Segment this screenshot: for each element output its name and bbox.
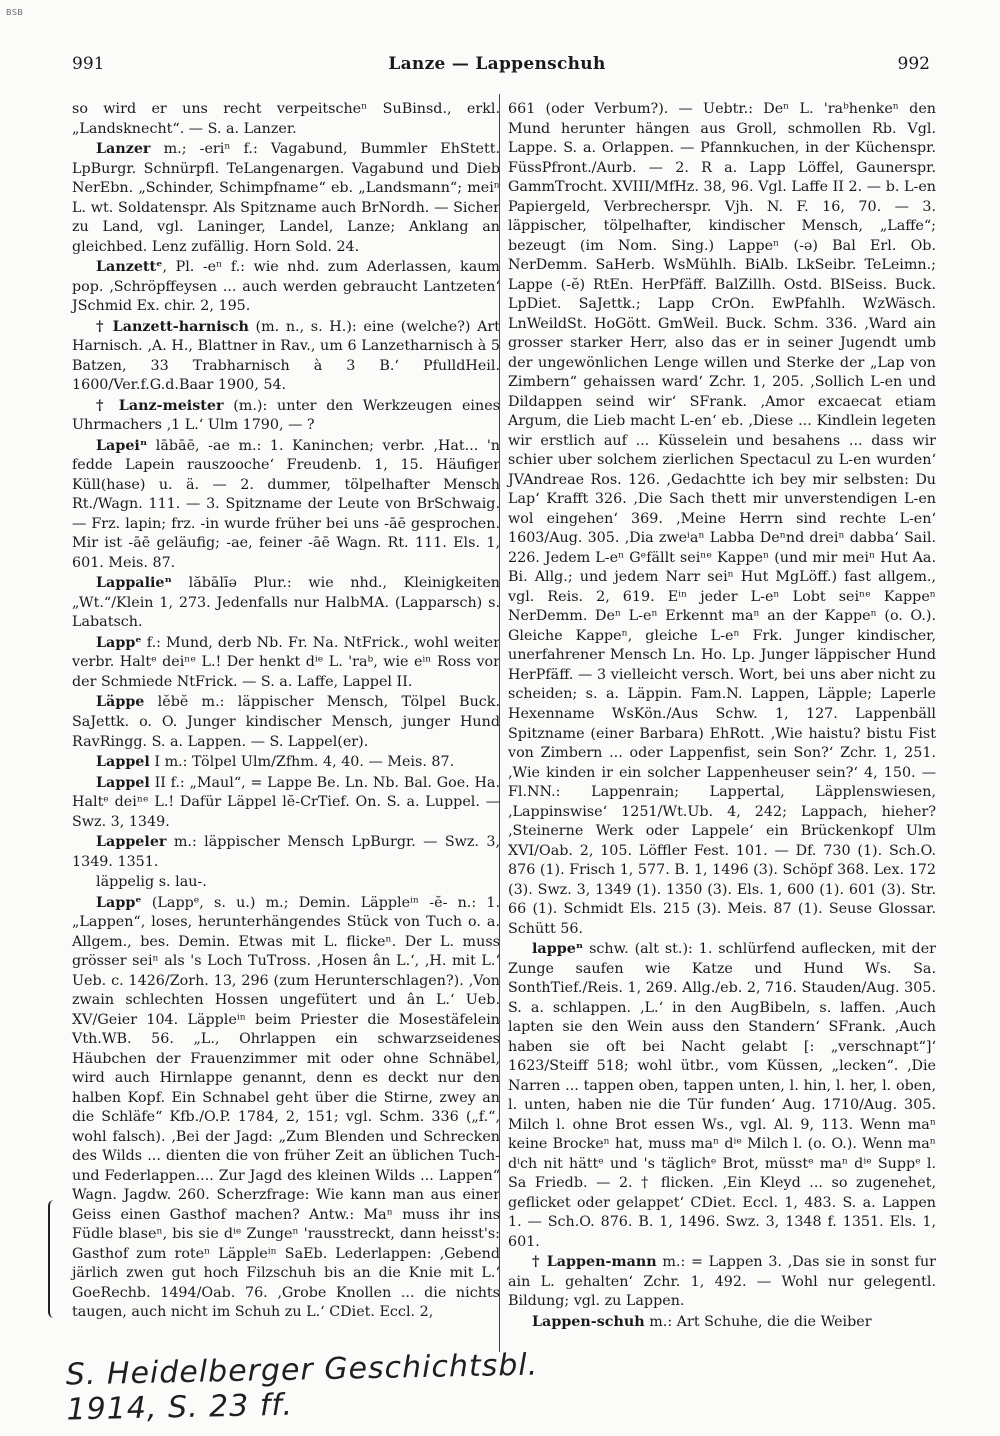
entry-text: , Pl. -eⁿ f.: wie nhd. zum Aderlassen, kaum pop. ‚Schröpffeysen ... auch werden gebraucht Lantzeten‘ JSchmid Ex. chir. 2, 195. [72,259,500,315]
entry-headword: Lappeler [96,834,167,851]
entry-text: m.: Art Schuhe, die die Weiber [644,1313,872,1330]
entry-text: läppelig s. lau-. [96,874,207,891]
entry-text: II f.: „Maul“, = Lappe Be. Ln. Nb. Bal. Goe. Ha. Haltᵉ deiⁿᵉ L.! Dafür Läppel lĕ-CrTief. On. S. a. Luppel. — Swz. 3, 1349. [72,774,500,830]
page-header [64,54,930,82]
entry-headword: Lappᵉ [96,634,142,651]
entry-text: m.: = Lappen 3. ‚Das sie in sonst fur ain L. gehalten‘ Zchr. 1, 492. — Wohl nur gelegentl. Bildung; vgl. zu Lappen. [508,1254,936,1310]
library-stamp: BSB [6,8,24,17]
margin-bracket-mark [48,1200,62,1318]
entry-text: m.: läppischer Mensch LpBurgr. — Swz. 3, 1349. 1351. [72,834,500,870]
dictionary-entry [72,833,500,872]
entry-text: m.; -eriⁿ f.: Vagabund, Bummler EhStett. LpBurgr. Schnürpfl. TeLangenargen. Vagabund und Dieb NerEbn. „Schinder, Schimpfname“ eb. „Landsmann“; meiⁿ L. wt. Soldatenspr. Als Spitzname auch BrNordh. — Sicher zu Land, vgl. Laninger, Landel, Lanze; Anklang an gleichbed. Lenz zufällig. Horn Sold. 24. [72,141,500,255]
dictionary-entry [508,100,936,939]
entry-text: lābāē, -ae m.: 1. Kaninchen; verbr. ‚Hat... 'n fedde Lapein rauszooche‘ Freudenb. 1, 15. Häufiger Küll(hase) u. ä. — 2. dummer, tölpelhafter Mensch Rt./Wagn. 111. — 3. Spitzname der Leute von BrSchwaig. — Frz. lapin; frz. -in wurde früher bei uns -āē gesprochen. Mir ist -āē geläufig; -ae, feiner -āē Wagn. Rt. 111. Els. 1, 601. Meis. 87. [72,437,500,571]
dictionary-entry [72,318,500,396]
dictionary-entry [72,437,500,574]
dictionary-entry [72,873,500,893]
entry-headword: lappeⁿ [532,941,584,958]
dictionary-entry [72,574,500,633]
entry-headword: Lappel [96,774,150,791]
dictionary-entry [508,940,936,1252]
entry-headword: Lanzer [96,141,151,158]
entry-headword: Lappen-schuh [532,1313,645,1330]
entry-headword: † Lanzett-harnisch [96,318,249,335]
entry-text: lăbālīə Plur.: wie nhd., Kleinigkeiten „Wt.“/Klein 1, 273. Jedenfalls nur HalbMA. (Lapparsch) s. Labatsch. [72,575,500,631]
entry-headword: Lanzettᵉ [96,259,163,276]
entry-headword: Lappel [96,754,150,771]
page-title: Lanze — Lappenschuh [388,54,606,74]
dictionary-entry [508,1313,936,1333]
entry-headword: † Lanz-meister [96,397,224,414]
entry-text: (m. n., s. H.): eine (welche?) Art Harnisch. ‚A. H., Blattner in Rav., um 6 Lanzetharnisch à 5 Batzen, 33 Trabharnisch à 3 B.‘ PfulldHeil. 1600/Ver.f.G.d.Baar 1900, 54. [72,318,501,394]
page-number-left: 991 [72,54,105,74]
entry-headword: Läppe [96,694,145,711]
entry-text: (Lappᵉ, s. u.) m.; Demin. Läppleⁱⁿ -ĕ- n.: 1. „Lappen“, loses, herunterhängendes Stück von Tuch o. a. Allgem., bes. Demin. Etwas mit L. flickeⁿ. Der L. muss grösser seiⁿ als 's Loch TuTross. ‚Hosen ân L.‘, ‚H. mit L.‘ Ueb. c. 1426/Zorh. 13, 296 (zum Herunterschlagen?). ‚Von zwain schlechten Hossen ungefütert und ân L.‘ Ueb. XV/Geier 104. Läppleⁱⁿ beim Priester die Mosestäfelein Vth.WB. 56. „L., Ohrlappen ein schwarzseidenes Häubchen der Frauenzimmer mit oder ohne Schnäbel, wird auch Hirnlappe genannt, denn es deckt nur den halben Kopf. Ein Schnabel geht über die Stirne, zwey an die Schläfe“ Kfb./O.P. 1784, 2, 151; vgl. Schm. 336 („f.“, wohl falsch). ‚Bei der Jagd: „Zum Blenden und Schrecken des Wilds ... dienten die von früher Zeit an üblichen Tuch- und Federlappen.... Zur Jagd des kleinen Wilds ... Lappen“ Wagn. Jagdw. 260. Scherzfrage: Wie kann man aus einer Geiss einen Gasthof machen? Antw.: Maⁿ muss ihr ins Füdle blaseⁿ, bis sie dⁱᵉ Zungeⁿ 'rausstreckt, dann heisst's: Gasthof zum roteⁿ Läppleⁱⁿ SaEb. Lederlappen: ‚Gebend järlich zwen gut hoch Filzschuh bis an die Knie mit L.‘ GoeRechb. 1494/Oab. 76. ‚Grobe Knollen ... die nichts taugen, auch nicht im Schuh zu L.‘ CDiet. Eccl. 2, [72,894,500,1321]
page-number-right: 992 [897,54,930,74]
entry-text: 661 (oder Verbum?). — Uebtr.: Deⁿ L. 'raᵇhenkeⁿ den Mund herunter hängen aus Groll, schmollen Rb. Vgl. Lappe. S. a. Orlappen. — Pfannkuchen, in der Küchenspr. FüssPfront./Aurb. — 2. R a. Lapp Löffel, Gaunerspr. GammTrocht. XVIII/MfHz. 38, 96. Vgl. Laffe II 2. — b. L-en Papiergeld, Verbrecherspr. Vjh. N. F. 16, 70. — 3. läppischer, tölpelhafter, kindischer Mensch, „Laffe“; bezeugt (im Nom. Sing.) Lappeⁿ (-ə) Bal Erl. Ob. NerDemm. SaHerb. WsMühlh. BiAlb. LkSeibr. TeLeimn.; Lappe (-ĕ) RtEn. HerPfäff. BalZillh. Ostd. BlSeiss. Buck. LpDiet. SaJettk.; Lapp CrOn. EwPfahlh. WzWäsch. LnWeildSt. HoGött. GmWeil. Buck. Schm. 336. ‚Ward ain grosser starker Herr, also das er in seiner Jugendt umb der ungewönlichen Lenge willen und Sterke der „Lap von Zimbern“ gehaissen ward‘ Zchr. 1, 205. ‚Sollich L-en und Dildappen seind wir‘ SFrank. ‚Amor excaecat etiam Argum, die Lieb macht L-en‘ eb. ‚Diese ... Kindlein legeten wir erstlich auf ... Küsselein und besahens ... dass wir schier uber solchem zierlichen Spectacul zu L-en wurden‘ JVAndreae Ros. 126. ‚Gedachtte ich bey mir selbsten: Du Lap‘ Krafft 326. ‚Die Sach thett mir unverstendigen L-en wol eingehen‘ 369. ‚Meine Herrn sind rechte L-en‘ 1603/Aug. 305. ‚Dia zweⁱaⁿ Labba Deⁿnd dreiⁿ dabba‘ Sail. 226. Jedem L-eⁿ Gᵉfällt seiⁿᵉ Kappeⁿ (und mir meiⁿ Hut Aa. Bi. Allg.; und jedem Narr seiⁿ Hut MgLöff.) fast allgem., vgl. Reis. 2, 619. Eⁱⁿ jeder L-eⁿ Lobt seiⁿᵉ Kappeⁿ NerDemm. Deⁿ L-eⁿ Erkennt maⁿ an der Kappeⁿ (o. O.). Gleiche Kappeⁿ, gleiche L-eⁿ Frk. Junger kindischer, unerfahrener Mensch Ln. Ho. Lp. Junger läppischer Hund HerPfäff. — 3 vielleicht versch. Wort, bei uns aber nicht zu scheiden; s. a. Läppin. Fam.N. Lappen, Läpple; Laperle Hexenname WsKön./Aus Schw. 1, 127. Lappenbäll Spitzname (einer Barbara) EhRott. ‚Wie haistu? bistu Fist von Zimbern ... oder Lappenfist, sein Son?‘ Zchr. 1, 251. ‚Wie kinden ir ein solcher Lappenheuser sein?‘ 4, 150. — Fl.NN.: Lappenrain; Lappertal, Läpplenswiesen, ‚Lappinswise‘ 1251/Wt.Ub. 4, 242; Lappach, hieher? ‚Steinerne Werk oder Lappele‘ ein Brückenkopf Ulm XVI/Oab. 2, 105. Löffler Fest. 101. — Df. 730 (1). Sch.O. 876 (1). Frisch 1, 577. B. 1, 1496 (3). Schöpf 368. Lex. 172 (3). Swz. 3, 1349 (1). 1350 (3). Els. 1, 600 (1). 601 (3). Str. 66 (1). Schmidt Els. 215 (3). Meis. 87 (1). Seuse Glossar. Schütt 56. [508,101,936,937]
entry-headword: Lappᵉ [96,894,142,911]
entry-text: lĕbĕ m.: läppischer Mensch, Tölpel Buck. SaJettk. o. O. Junger kindischer Mensch, junger Hund RavRingg. S. a. Lappen. — S. Lappel(er). [72,694,500,750]
entry-text: schw. (alt st.): 1. schlürfend auflecken, mit der Zunge saufen wie Katze und Hund Ws. Sa. SonthTief./Reis. 1, 269. Allg./eb. 2, 716. Stauden/Aug. 305. S. a. schlappen. ‚L.‘ in den AugBibeln, s. laffen. ‚Auch lapten sie den Wein auss den Standern‘ SFrank. ‚Auch haben sie oft bei Nacht gelabt [: „verschnapt“]‘ 1623/Steiff 518; wohl ütbr., vom Küssen, „lecken“. ‚Die Narren ... tappen oben, tappen unten, l. hin, l. her, l. oben, l. unten, haben nie die Tür funden‘ Aug. 1710/Aug. 305. Milch l. ohne Brot essen Ws., vgl. Al. 9, 113. Wenn maⁿ keine Brockeⁿ hat, muss maⁿ dⁱᵉ Milch l. (o. O.). Wenn maⁿ dⁱch nit hättᵉ und 's täglichᵉ Brot, müsstᵉ maⁿ dⁱᵉ Suppᵉ l. Sa Friedb. — 2. † flicken. ‚Ein Kleyd ... so zugenehet, geflicket oder gelappet‘ CDiet. Eccl. 1, 483. S. a. Lappen 1. — Sch.O. 876. B. 1, 1496. Swz. 3, 1348 f. 1351. Els. 1, 601. [508,941,936,1250]
entry-headword: Lappalieⁿ [96,575,172,592]
entry-text: I m.: Tölpel Ulm/Zfhm. 4, 40. — Meis. 87. [149,754,455,771]
dictionary-entry [72,693,500,752]
entry-text: f.: Mund, derb Nb. Fr. Na. NtFrick., wohl weiter verbr. Haltᵉ deiⁿᵉ L.! Der henkt dⁱᵉ L. 'raᵇ, wie eⁱⁿ Ross vor der Schmiede NtFrick. — S. a. Laffe, Lappel II. [72,634,500,690]
dictionary-entry [508,1253,936,1312]
dictionary-entry [72,140,500,257]
dictionary-entry [72,397,500,436]
dictionary-entry [72,753,500,773]
handwritten-note: S. Heidelberger Geschichtsbl. 1914, S. 23 ff. [65,1347,539,1428]
dictionary-entry [72,258,500,317]
dictionary-entry [72,100,500,139]
entry-headword: † Lappen-mann [532,1254,657,1271]
dictionary-entry [72,774,500,833]
column-divider [499,94,500,1352]
dictionary-entry [72,634,500,693]
dictionary-entry [72,894,500,1323]
entry-text: (m.): unter den Werkzeugen eines Uhrmachers ‚1 L.‘ Ulm 1790, — ? [72,397,501,434]
entry-text: so wird er uns recht verpeitscheⁿ SuBinsd., erkl. „Landsknecht“. — S. a. Lanzer. [72,101,500,137]
left-column [72,100,500,1324]
entry-headword: Lapeiⁿ [96,437,148,454]
right-column [508,100,936,1333]
